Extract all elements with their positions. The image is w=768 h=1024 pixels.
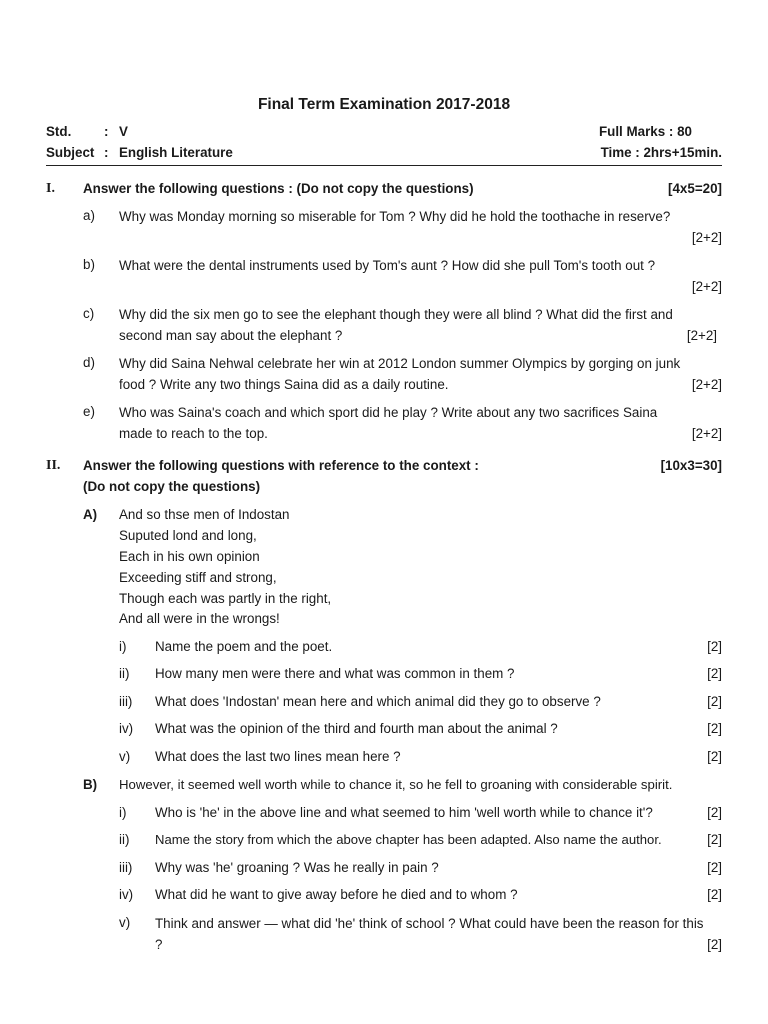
- question-text: What was the opinion of the third and fourth man about the animal ?: [155, 721, 558, 736]
- section-marks: [4x5=20]: [668, 181, 722, 196]
- question-marks: [2]: [707, 639, 722, 654]
- question-text: What does the last two lines mean here ?: [155, 749, 401, 764]
- extract-line: Each in his own opinion: [119, 549, 260, 564]
- part-label: B): [83, 777, 98, 792]
- question-text: What does 'Indostan' mean here and which animal did they go to observe ?: [155, 694, 601, 709]
- question-label: iii): [119, 860, 133, 875]
- question-marks: [2]: [707, 749, 722, 764]
- question-marks: [2]: [707, 721, 722, 736]
- question-item: [119, 206, 722, 248]
- question-marks: [2+2]: [686, 328, 717, 343]
- question-marks: [2]: [707, 937, 722, 952]
- question-label: iv): [119, 887, 134, 902]
- question-item: [119, 353, 722, 395]
- question-marks: [2]: [707, 887, 722, 902]
- extract-line: Suputed lond and long,: [119, 528, 257, 543]
- std-separator: :: [104, 124, 109, 139]
- extract-line: Though each was partly in the right,: [119, 591, 332, 606]
- part-label: A): [83, 507, 98, 522]
- section-heading: Answer the following questions : (Do not copy the questions): [83, 181, 474, 196]
- question-label: v): [119, 915, 131, 930]
- question-marks: [2]: [707, 832, 722, 847]
- question-text: Who is 'he' in the above line and what seemed to him 'well worth while to chance it'?: [155, 805, 653, 820]
- section-heading-note: (Do not copy the questions): [83, 479, 261, 494]
- question-label: b): [83, 257, 95, 272]
- section-number: II.: [46, 458, 61, 473]
- question-item: [155, 913, 722, 955]
- question-text: How many men were there and what was common in them ?: [155, 666, 515, 681]
- header-divider: [46, 165, 722, 166]
- std-value: V: [119, 124, 128, 139]
- exam-time: Time : 2hrs+15min.: [600, 145, 722, 160]
- section-number: I.: [46, 181, 55, 196]
- question-item: [119, 304, 717, 346]
- full-marks: Full Marks : 80: [598, 124, 692, 139]
- question-label: iii): [119, 694, 133, 709]
- question-label: e): [83, 404, 95, 419]
- section-heading: Answer the following questions with reference to the context :: [83, 458, 479, 473]
- question-label: c): [83, 306, 95, 321]
- question-marks: [2+2]: [691, 377, 722, 392]
- question-text: Why did Saina Nehwal celebrate her win at 2012 London summer Olympics by gorging on junk food ? Write any two things Saina did as a daily routine.: [119, 356, 681, 392]
- question-marks: [2]: [707, 666, 722, 681]
- question-text: What did he want to give away before he died and to whom ?: [155, 887, 518, 902]
- question-text: Why was Monday morning so miserable for Tom ? Why did he hold the toothache in reserve?: [119, 209, 671, 224]
- question-text: What were the dental instruments used by Tom's aunt ? How did she pull Tom's tooth out ?: [119, 258, 656, 273]
- question-text: Who was Saina's coach and which sport did he play ? Write about any two sacrifices Saina made to reach to the top.: [119, 405, 658, 441]
- extract-line: And all were in the wrongs!: [119, 611, 280, 626]
- question-marks: [2]: [707, 694, 722, 709]
- question-text: Name the story from which the above chapter has been adapted. Also name the author.: [155, 832, 662, 847]
- subject-value: English Literature: [119, 145, 233, 160]
- question-label: d): [83, 355, 95, 370]
- section-marks: [10x3=30]: [660, 458, 722, 473]
- question-text: Why was 'he' groaning ? Was he really in pain ?: [155, 860, 439, 875]
- subject-separator: :: [104, 145, 109, 160]
- extract-line: And so thse men of Indostan: [119, 507, 290, 522]
- question-label: iv): [119, 721, 134, 736]
- question-label: ii): [119, 832, 130, 847]
- question-label: ii): [119, 666, 130, 681]
- page-title: Final Term Examination 2017-2018: [257, 96, 511, 113]
- question-marks: [2]: [707, 860, 722, 875]
- question-label: v): [119, 749, 131, 764]
- question-marks: [2+2]: [691, 230, 722, 245]
- question-item: [119, 402, 722, 444]
- question-label: i): [119, 805, 127, 820]
- question-marks: [2]: [707, 805, 722, 820]
- question-text: Name the poem and the poet.: [155, 639, 333, 654]
- question-marks: [2+2]: [691, 279, 722, 294]
- extract-line: Exceeding stiff and strong,: [119, 570, 277, 585]
- question-label: i): [119, 639, 127, 654]
- question-label: a): [83, 208, 95, 223]
- question-item: [119, 255, 722, 297]
- question-marks: [2+2]: [691, 426, 722, 441]
- extract-line: However, it seemed well worth while to chance it, so he fell to groaning with considerable spirit.: [119, 777, 673, 792]
- std-label: Std.: [46, 124, 72, 139]
- question-text: Why did the six men go to see the elephant though they were all blind ? What did the first and second man say about the elephant ?: [119, 307, 673, 343]
- subject-label: Subject: [46, 145, 95, 160]
- question-text: Think and answer — what did 'he' think of school ? What could have been the reason for this ?: [155, 916, 704, 952]
